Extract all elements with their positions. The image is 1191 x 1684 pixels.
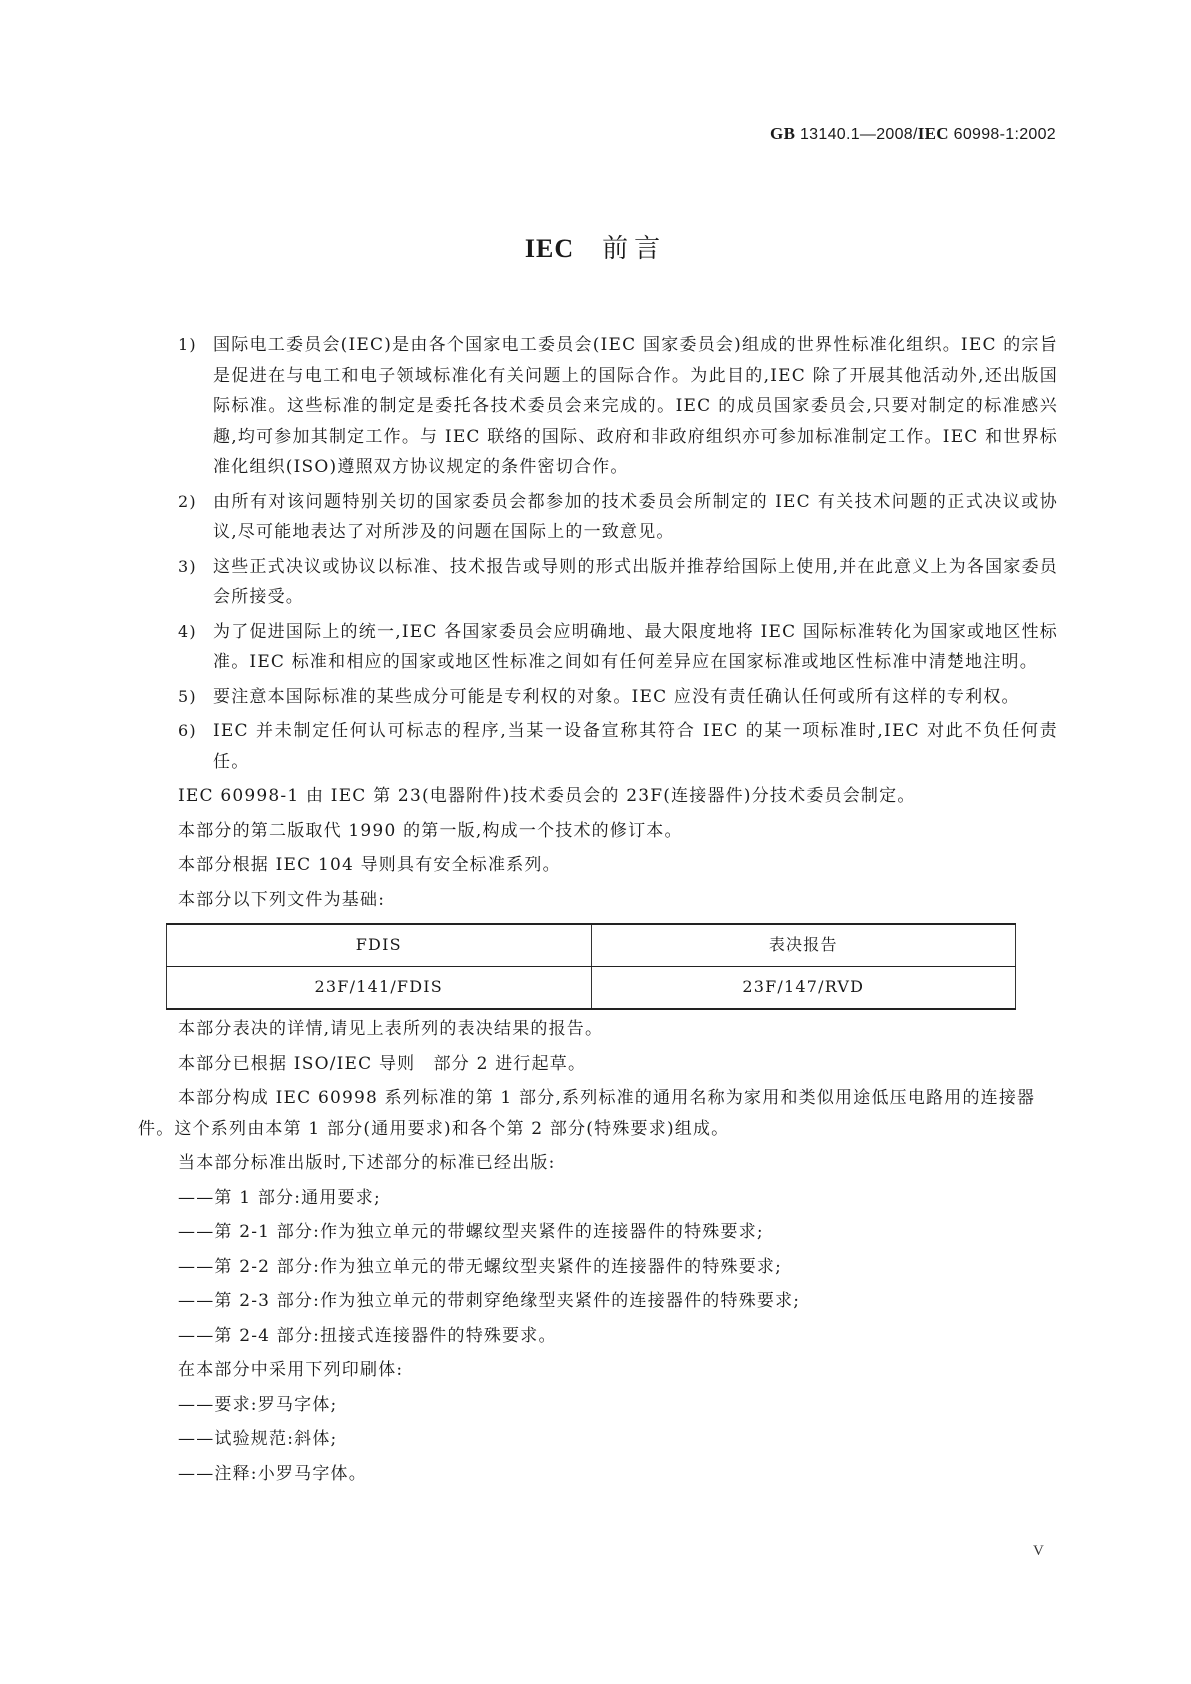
table-header-fdis: FDIS xyxy=(167,924,592,967)
table-cell: 23F/147/RVD xyxy=(591,967,1016,1010)
typeface-item: ——要求:罗马字体; xyxy=(178,1394,338,1415)
paragraph: 本部分已根据 ISO/IEC 导则 部分 2 进行起草。 xyxy=(178,1053,587,1074)
typeface-item: ——注释:小罗马字体。 xyxy=(178,1463,367,1484)
paragraph: 本部分的第二版取代 1990 的第一版,构成一个技术的修订本。 xyxy=(178,820,683,841)
table-header-vote-report: 表决报告 xyxy=(591,924,1016,967)
document-body xyxy=(138,330,1058,1493)
header-iec-number: 60998-1:2002 xyxy=(953,126,1056,143)
voting-documents-table xyxy=(166,923,1016,1010)
document-code-header xyxy=(770,124,1056,144)
table-cell: 23F/141/FDIS xyxy=(167,967,592,1010)
published-part: ——第 2-1 部分:作为独立单元的带螺纹型夹紧件的连接器件的特殊要求; xyxy=(178,1222,764,1242)
numbered-item: 4) 为了促进国际上的统一,IEC 各国家委员会应明确地、最大限度地将 IEC 国际标准转化为国家或地区性标准。IEC 标准和相应的国家或地区性标准之间如有任何差异应在国家标准或地区性标准中清楚地注明。 xyxy=(178,621,1058,672)
page-title xyxy=(0,228,1191,265)
page-number: V xyxy=(1033,1543,1044,1559)
header-number: 13140.1—2008/ xyxy=(799,126,918,143)
numbered-item: 6) IEC 并未制定任何认可标志的程序,当某一设备宣称其符合 IEC 的某一项标准时,IEC 对此不负任何责任。 xyxy=(178,721,1058,772)
published-part: ——第 2-2 部分:作为独立单元的带无螺纹型夹紧件的连接器件的特殊要求; xyxy=(178,1256,783,1277)
numbered-item: 1) 国际电工委员会(IEC)是由各个国家电工委员会(IEC 国家委员会)组成的世界性标准化组织。IEC 的宗旨是促进在与电工和电子领域标准化有关问题上的国际合作。为此目的,IEC 除了开展其他活动外,还出版国际标准。这些标准的制定是委托各技术委员会来完成的。IEC 的成员国家委员会,只要对制定的标准感兴趣,均可参加其制定工作。与 IEC 联络的国际、政府和非政府组织亦可参加标准制定工作。IEC 和世界标准化组织(ISO)遵照双方协议规定的条件密切合作。 xyxy=(178,335,1058,477)
typeface-intro: 在本部分中采用下列印刷体: xyxy=(178,1360,404,1380)
paragraph: IEC 60998-1 由 IEC 第 23(电器附件)技术委员会的 23F(连接器件)分技术委员会制定。 xyxy=(178,786,916,806)
paragraph: 本部分表决的详情,请见上表所列的表决结果的报告。 xyxy=(178,1019,604,1039)
published-part: ——第 2-4 部分:扭接式连接器件的特殊要求。 xyxy=(178,1325,557,1346)
paragraph: 本部分根据 IEC 104 导则具有安全标准系列。 xyxy=(178,855,561,875)
paragraph: 本部分以下列文件为基础: xyxy=(178,889,386,910)
published-part: ——第 1 部分:通用要求; xyxy=(178,1187,381,1208)
published-part: ——第 2-3 部分:作为独立单元的带刺穿绝缘型夹紧件的连接器件的特殊要求; xyxy=(178,1291,801,1311)
header-iec: IEC xyxy=(917,124,949,143)
table-row xyxy=(167,967,1016,1010)
title-zh: 前言 xyxy=(602,234,667,264)
numbered-item: 2) 由所有对该问题特别关切的国家委员会都参加的技术委员会所制定的 IEC 有关技术问题的正式决议或协议,尽可能地表达了对所涉及的问题在国际上的一致意见。 xyxy=(178,491,1058,542)
published-intro: 当本部分标准出版时,下述部分的标准已经出版: xyxy=(178,1153,556,1173)
typeface-item: ——试验规范:斜体; xyxy=(178,1429,338,1449)
table-header-row xyxy=(167,924,1016,967)
numbered-item: 5) 要注意本国际标准的某些成分可能是专利权的对象。IEC 应没有责任确认任何或所有这样的专利权。 xyxy=(178,686,1020,707)
numbered-item: 3) 这些正式决议或协议以标准、技术报告或导则的形式出版并推荐给国际上使用,并在此意义上为各国家委员会所接受。 xyxy=(178,556,1058,607)
title-en: IEC xyxy=(524,234,575,263)
header-gb: GB xyxy=(770,124,796,143)
series-paragraph: 本部分构成 IEC 60998 系列标准的第 1 部分,系列标准的通用名称为家用和类似用途低压电路用的连接器件。这个系列由本第 1 部分(通用要求)和各个第 2 部分(特殊要求)组成。 xyxy=(138,1088,1036,1139)
